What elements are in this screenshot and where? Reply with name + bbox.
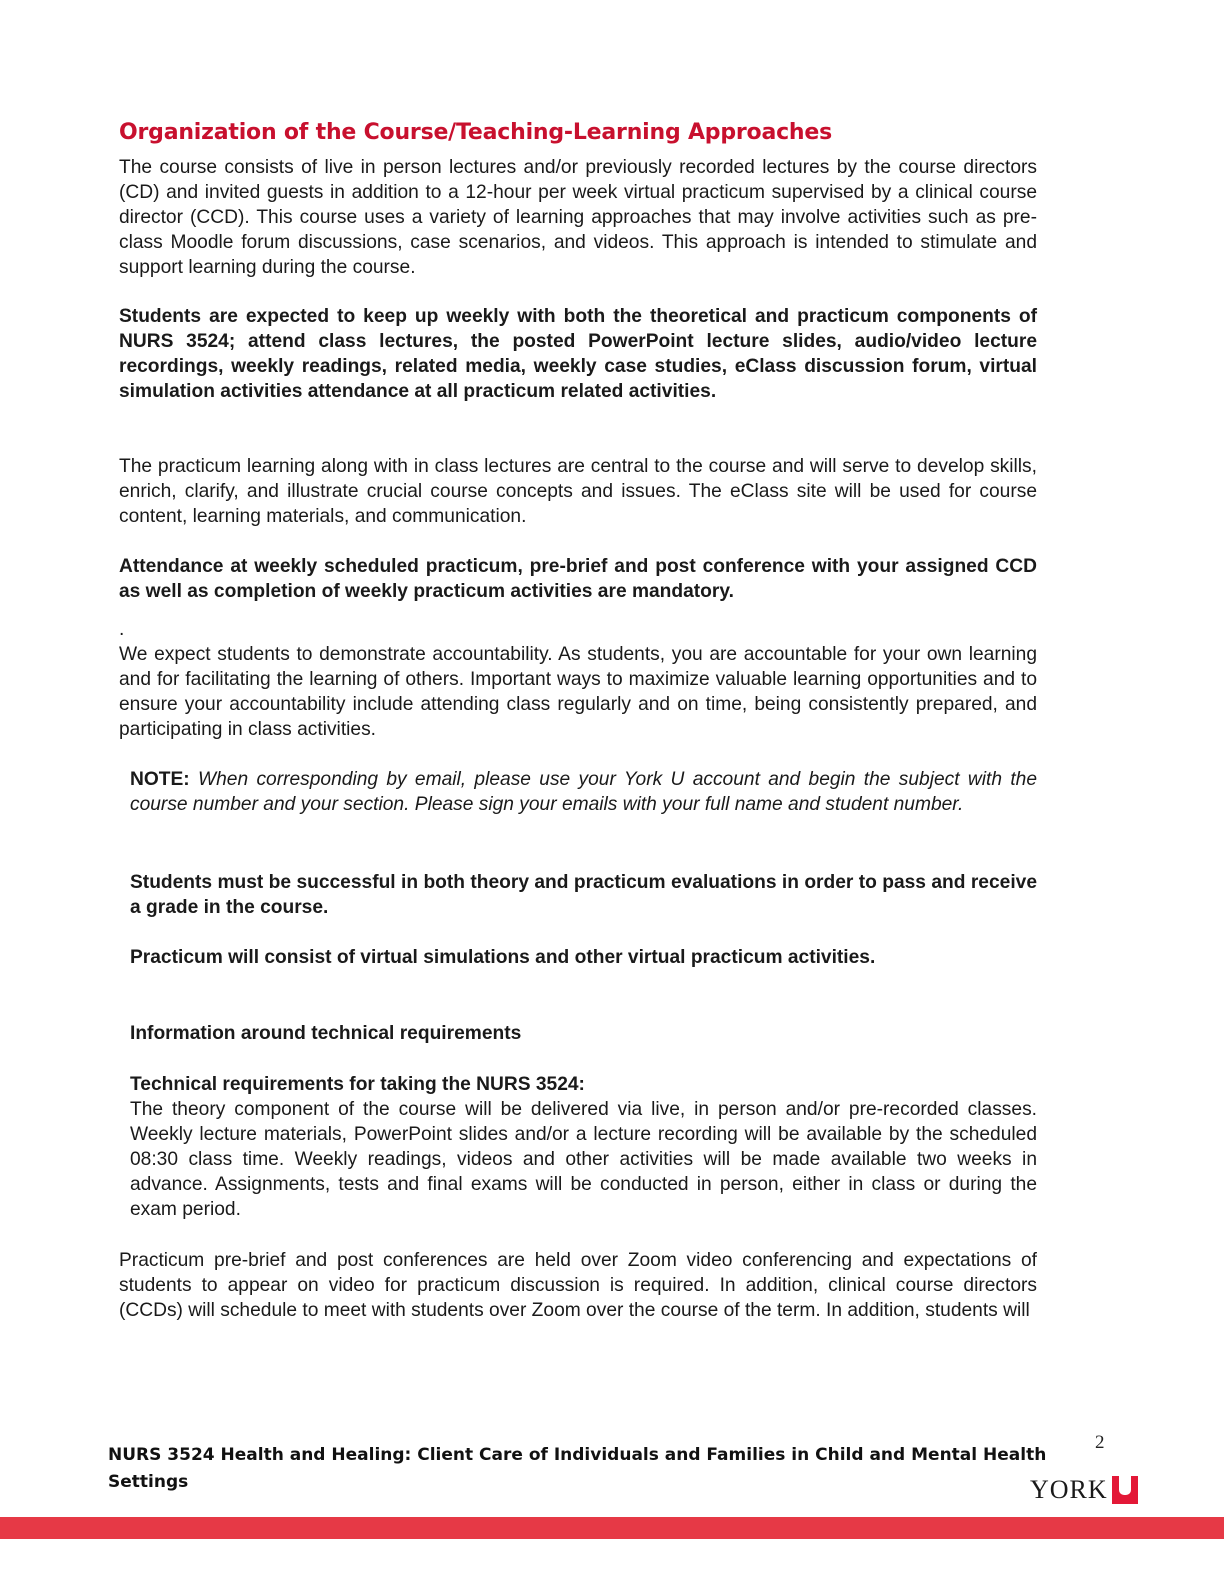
footer-course-title: NURS 3524 Health and Healing: Client Care of Individuals and Families in Child and Mental Health Settings — [108, 1445, 1047, 1492]
note-text: When corresponding by email, please use your York U account and begin the subject with the course number and your section. Please sign your emails with your full name and student number. — [130, 769, 1037, 815]
stray-period: . — [119, 619, 125, 640]
page-number: 2 — [1095, 1432, 1105, 1453]
section-heading: Organization of the Course/Teaching-Learning Approaches — [119, 120, 833, 145]
paragraph-attendance: Attendance at weekly scheduled practicum, pre-brief and post conference with your assigned CCD as well as completion of weekly practicum activities are mandatory. — [119, 556, 1037, 602]
paragraph-accountability: We expect students to demonstrate accountability. As students, you are accountable for your own learning and for facilitating the learning of others. Important ways to maximize valuable learning opportunities and to ensure your accountability include attending class regularly and on time, being consistently prepared, and participating in class activities. — [119, 644, 1037, 740]
paragraph-student-expectations: Students are expected to keep up weekly with both the theoretical and practicum components of NURS 3524; attend class lectures, the posted PowerPoint lecture slides, audio/video lecture recordings, weekly readings, related media, weekly case studies, eClass discussion forum, virtual simulation activities attendance at all practicum related activities. — [119, 306, 1037, 402]
paragraph-practicum-learning: The practicum learning along with in class lectures are central to the course and will serve to develop skills, enrich, clarify, and illustrate crucial course concepts and issues. The eClass site will be used for course content, learning materials, and communication. — [119, 456, 1037, 527]
paragraph-technical-requirements: The theory component of the course will be delivered via live, in person and/or pre-recorded classes. Weekly lecture materials, PowerPoint slides and/or a lecture recording will be available by the scheduled 08:30 class time. Weekly readings, videos and other activities will be made available two weeks in advance. Assignments, tests and final exams will be conducted in person, either in class or during the exam period. — [130, 1099, 1037, 1220]
note-block — [130, 767, 1037, 817]
paragraph-success-requirement: Students must be successful in both theory and practicum evaluations in order to pass and receive a grade in the course. — [130, 872, 1037, 918]
york-u-mark-icon — [1112, 1476, 1138, 1504]
paragraph-course-structure: The course consists of live in person lectures and/or previously recorded lectures by the course directors (CD) and invited guests in addition to a 12-hour per week virtual practicum supervised by a clinical course director (CCD). This course uses a variety of learning approaches that may involve activities such as pre-class Moodle forum discussions, case scenarios, and videos. This approach is intended to stimulate and support learning during the course. — [119, 157, 1037, 278]
footer-red-bar — [0, 1517, 1224, 1539]
subheading-technical-info: Information around technical requirements — [130, 1023, 522, 1044]
logo-wordmark: YORK — [1030, 1475, 1108, 1504]
paragraph-zoom-conferences: Practicum pre-brief and post conferences are held over Zoom video conferencing and expectations of students to appear on video for practicum discussion is required. In addition, clinical course directors (CCDs) will schedule to meet with students over Zoom over the course of the term. In addition, students will — [119, 1250, 1037, 1321]
note-label: NOTE: — [130, 769, 190, 790]
subheading-technical-requirements: Technical requirements for taking the NURS 3524: — [130, 1074, 585, 1095]
paragraph-practicum-virtual: Practicum will consist of virtual simulations and other virtual practicum activities. — [130, 947, 876, 968]
york-u-logo — [1030, 1474, 1138, 1504]
